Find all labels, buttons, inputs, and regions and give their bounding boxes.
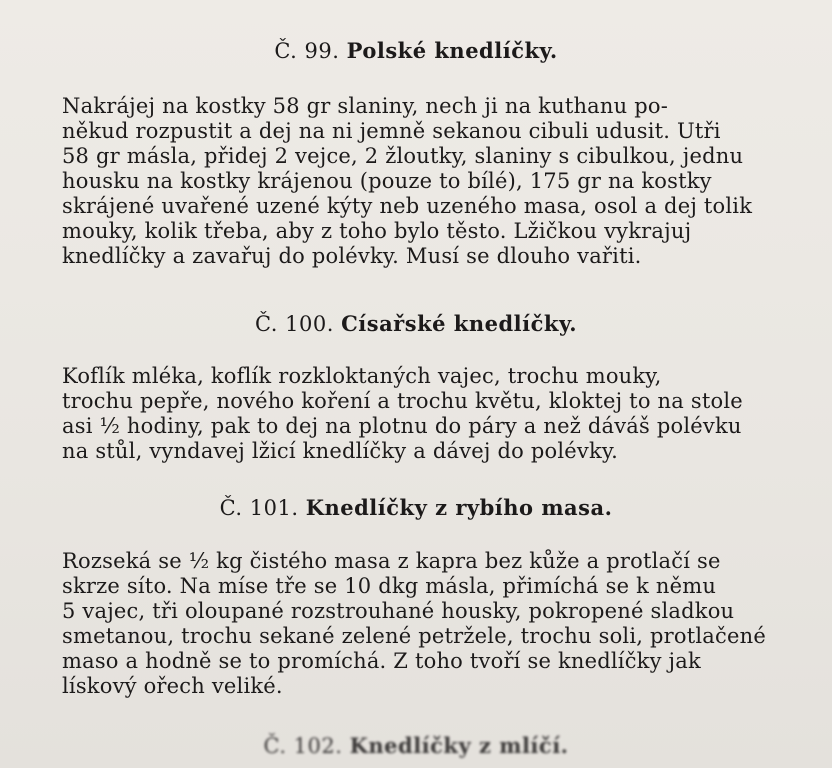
text-line: Rozseká se ½ kg čistého masa z kapra bez kůže a protlačí se xyxy=(62,549,721,573)
recipe-100-text xyxy=(62,364,788,464)
text-line: knedlíčky a zavařuj do polévky. Musí se dlouho vařiti. xyxy=(62,244,642,268)
text-line: 5 vajec, tři oloupané rozstrouhané housky, pokropené sladkou xyxy=(62,599,735,623)
recipe-number: Č. 100. xyxy=(254,312,334,336)
recipe-100-heading xyxy=(0,311,832,336)
text-line: skrájené uvařené uzené kýty neb uzeného masa, osol a dej tolik xyxy=(62,194,753,218)
recipe-number: Č. 99. xyxy=(274,39,340,63)
text-line: mouky, kolik třeba, aby z toho bylo těsto. Lžičkou vykrajuj xyxy=(62,219,692,243)
text-line: asi ½ hodiny, pak to dej na plotnu do páry a než dáváš polévku xyxy=(62,414,742,438)
recipe-102-heading xyxy=(0,733,832,758)
text-line: lískový ořech veliké. xyxy=(62,674,283,698)
text-line: maso a hodně se to promíchá. Z toho tvoří se knedlíčky jak xyxy=(62,649,701,673)
text-line: trochu pepře, nového koření a trochu květu, kloktej to na stole xyxy=(62,389,743,413)
recipe-title: Knedlíčky z mlíčí. xyxy=(349,733,569,758)
text-line: někud rozpustit a dej na ni jemně sekanou cibuli udusit. Utři xyxy=(62,119,721,143)
recipe-title: Polské knedlíčky. xyxy=(346,38,558,63)
text-line: Koflík mléka, koflík rozkloktaných vajec, trochu mouky, xyxy=(62,364,662,388)
recipe-99-text xyxy=(62,94,788,269)
text-line: na stůl, vyndavej lžicí knedlíčky a dávej do polévky. xyxy=(62,439,619,463)
recipe-title: Císařské knedlíčky. xyxy=(341,311,578,336)
text-line: Nakrájej na kostky 58 gr slaniny, nech ji na kuthanu po- xyxy=(62,94,669,118)
recipe-101-heading xyxy=(0,495,832,520)
text-line: skrze síto. Na míse tře se 10 dkg másla, přimíchá se k němu xyxy=(62,574,717,598)
recipe-99-heading xyxy=(0,38,832,63)
text-line: smetanou, trochu sekané zelené petržele, trochu soli, protlačené xyxy=(62,624,766,648)
text-line: housku na kostky krájenou (pouze to bílé), 175 gr na kostky xyxy=(62,169,712,193)
recipe-number: Č. 101. xyxy=(219,496,299,520)
recipe-title: Knedlíčky z rybího masa. xyxy=(305,495,613,520)
recipe-number: Č. 102. xyxy=(263,734,343,758)
text-line: 58 gr másla, přidej 2 vejce, 2 žloutky, slaniny s cibulkou, jednu xyxy=(62,144,744,168)
recipe-101-text xyxy=(62,549,788,699)
